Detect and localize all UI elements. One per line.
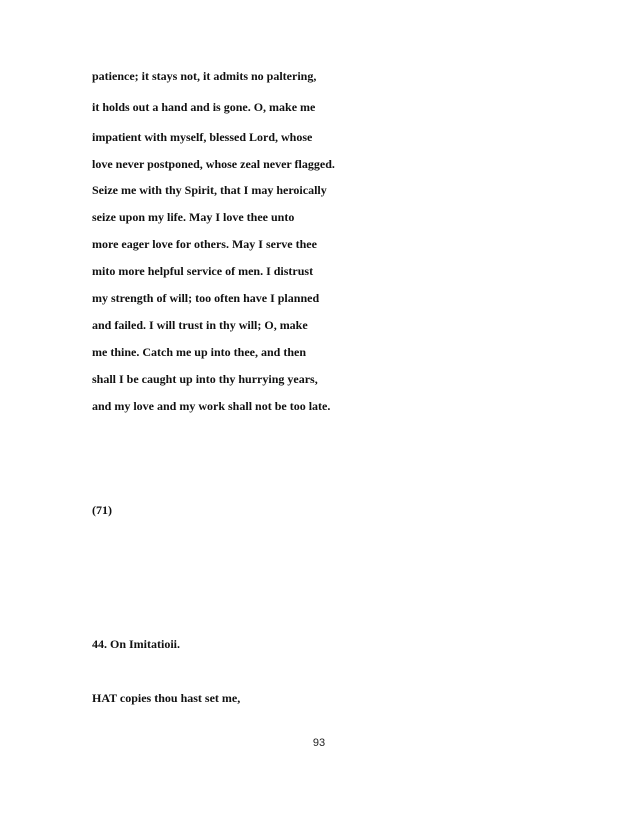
body-line-12: shall I be caught up into thy hurrying years, — [92, 372, 318, 386]
page-number — [0, 737, 638, 750]
body-line-8: mito more helpful service of men. I distrust — [92, 264, 314, 278]
body-line-4: love never postponed, whose zeal never flagged. — [92, 157, 335, 171]
body-line-3: impatient with myself, blessed Lord, whose — [92, 130, 313, 144]
body-line-10: and failed. I will trust in thy will; O, make — [92, 318, 308, 332]
body-line-7: more eager love for others. May I serve thee — [92, 237, 317, 251]
body-line-5: Seize me with thy Spirit, that I may heroically — [92, 183, 327, 197]
footnote-marker: (71) — [92, 503, 112, 517]
body-line-1: patience; it stays not, it admits no paltering, — [92, 69, 317, 83]
section-heading: 44. On Imitatioii. — [92, 637, 181, 651]
body-line-9: my strength of will; too often have I planned — [92, 291, 320, 305]
body-line-11: me thine. Catch me up into thee, and then — [92, 345, 307, 359]
page-number-text: 93 — [312, 737, 326, 749]
body-line-2: it holds out a hand and is gone. O, make me — [92, 100, 316, 114]
body-line-13: and my love and my work shall not be too late. — [92, 399, 331, 413]
body-line-6: seize upon my life. May I love thee unto — [92, 210, 295, 224]
verse-line: HAT copies thou hast set me, — [92, 691, 241, 705]
